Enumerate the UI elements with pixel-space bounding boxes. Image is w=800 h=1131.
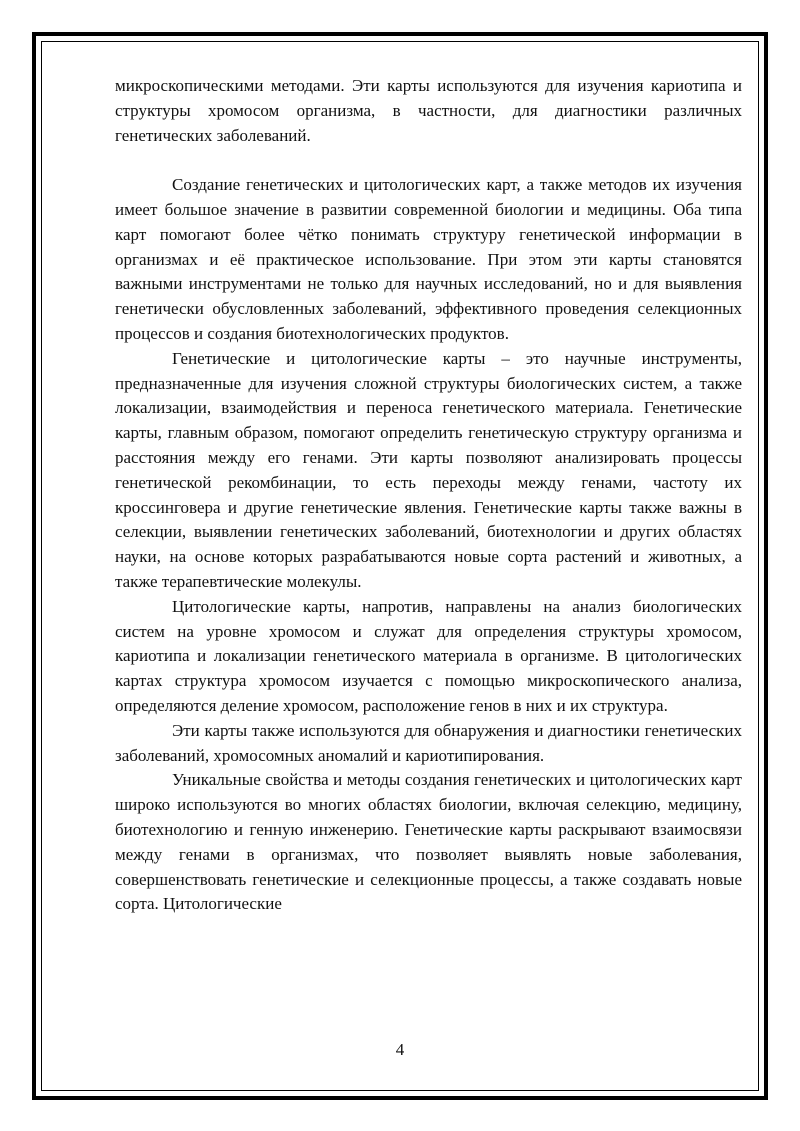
paragraph-1: микроскопическими методами. Эти карты используются для изучения кариотипа и структуры хромосом организма, в частности, для диагностики различных генетических заболеваний. — [115, 76, 742, 145]
page-number: 4 — [395, 1040, 405, 1059]
paragraph-4: Цитологические карты, напротив, направлены на анализ биологических систем на уровне хромосом и служат для определения структуры хромосом, кариотипа и локализации генетического материала в организме. В цитологических картах структура хромосом изучается с помощью микроскопического анализа, определяются деление хромосом, расположение генов в них и их структура. — [115, 596, 742, 715]
paragraph-6: Уникальные свойства и методы создания генетических и цитологических карт широко используются во многих областях биологии, включая селекцию, медицину, биотехнологию и генную инженерию. Генетические карты раскрывают взаимосвязи между генами в организмах, что позволяет выявлять новые заболевания, совершенствовать генетические и селекционные процессы, а также создавать новые сорта. Цитологические — [115, 770, 742, 914]
paragraph-2: Создание генетических и цитологических карт, а также методов их изучения имеет большое значение в развитии современной биологии и медицины. Оба типа карт помогают более чётко понимать структуру генетической информации в организмах и её практическое использование. При этом эти карты становятся важными инструментами не только для научных исследований, но и для выявления генетически обусловленных заболеваний, эффективного проведения селекционных процессов и создания биотехнологических продуктов. — [115, 175, 742, 343]
paragraph-3: Генетические и цитологические карты – это научные инструменты, предназначенные для изучения сложной структуры биологических систем, а также локализации, взаимодействия и переноса генетического материала. Генетические карты, главным образом, помогают определить генетическую структуру организма и расстояния между его генами. Эти карты позволяют анализировать процессы генетической рекомбинации, то есть переходы между генами, частоту их кроссинговера и другие генетические явления. Генетические карты также важны в селекции, выявлении генетических заболеваний, биотехнологии и других областях науки, на основе которых разрабатываются новые сорта растений и животных, а также терапевтические молекулы. — [115, 348, 742, 591]
paragraph-5: Эти карты также используются для обнаружения и диагностики генетических заболеваний, хромосомных аномалий и кариотипирования. — [115, 720, 742, 765]
document-body — [115, 74, 742, 917]
